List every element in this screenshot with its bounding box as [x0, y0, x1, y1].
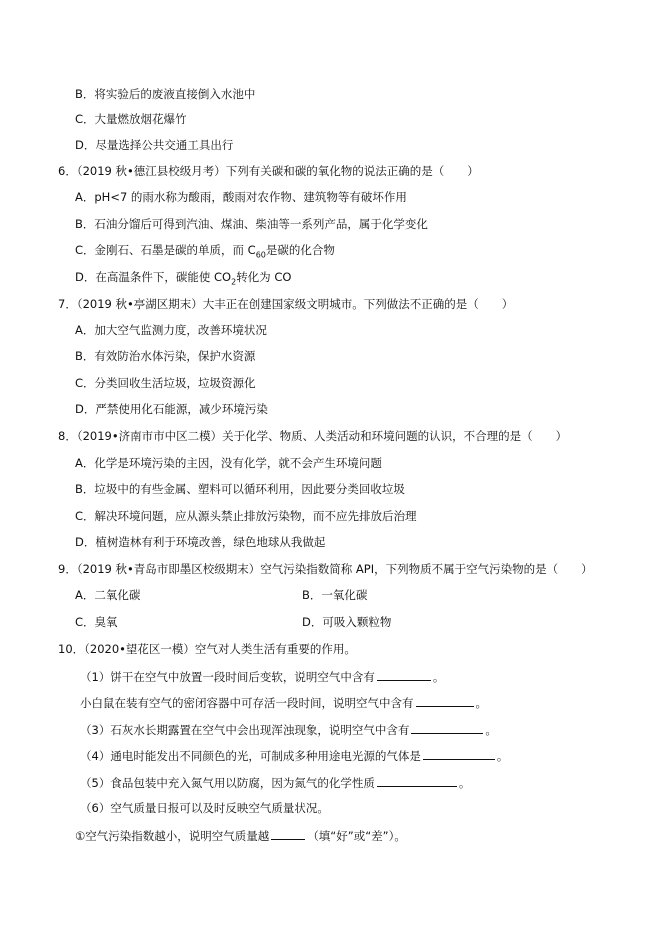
q10-part-3-text: （3）石灰水长期露置在空气中会出现浑浊现象，说明空气中含有: [80, 723, 410, 737]
q8-option-b: B．垃圾中的有些金属、塑料可以循环利用，因此要分类回收垃圾: [75, 482, 405, 496]
answer-blank-6[interactable]: [271, 827, 305, 840]
q6d-text-end: 转化为 CO: [236, 270, 292, 284]
q6-option-c: [75, 242, 335, 263]
q10-part-2-end: 。: [475, 696, 487, 710]
q8-option-c: C．解决环境问题，应从源头禁止排放污染物，而不应先排放后治理: [75, 509, 417, 523]
q10-part-6-item-1-text: ①空气污染指数越小，说明空气质量越: [75, 829, 270, 843]
q10-part-4-text: （4）通电时能发出不同颜色的光，可制成多种用途电光源的气体是: [80, 749, 421, 763]
q9-option-b: B．一氧化碳: [302, 588, 368, 602]
q9-option-c: C．臭氧: [75, 615, 118, 629]
q10-part-2: [80, 694, 487, 711]
option-c: C．大量燃放烟花爆竹: [75, 112, 187, 126]
q10-part-5-text: （5）食品包装中充入氮气用以防腐，因为氮气的化学性质: [80, 776, 375, 790]
q9-option-a: A．二氧化碳: [75, 588, 141, 602]
q8-option-a: A．化学是环境污染的主因，没有化学，就不会产生环境问题: [75, 456, 382, 470]
question-9: 9．（2019 秋•青岛市即墨区校级期末）空气污染指数简称 API，下列物质不属于空气污染物的是（ ）: [58, 562, 593, 576]
q6-option-a: A．pH<7 的雨水称为酸雨，酸雨对农作物、建筑物等有破坏作用: [75, 190, 407, 204]
q8-option-d: D．植树造林有利于环境改善，绿色地球从我做起: [75, 535, 326, 549]
q10-part-4: [80, 747, 508, 764]
q6c-text: C．金刚石、石墨是碳的单质，而 C: [75, 243, 256, 257]
q10-part-4-end: 。: [496, 749, 509, 763]
q6c-subscript: 60: [255, 250, 266, 260]
q10-part-1-text: （1）饼干在空气中放置一段时间后变软，说明空气中含有: [80, 670, 375, 684]
question-6: 6．（2019 秋•德江县校级月考）下列有关碳和碳的氧化物的说法正确的是（ ）: [58, 164, 479, 178]
answer-blank-3[interactable]: [411, 721, 483, 734]
answer-blank-1[interactable]: [377, 668, 431, 681]
q10-part-6: （6）空气质量日报可以及时反映空气质量状况。: [80, 801, 329, 815]
q10-part-1-end: 。: [432, 670, 445, 684]
question-8: 8．（2019•济南市市中区二模）关于化学、物质、人类活动和环境问题的认识，不合理的是（ ）: [58, 429, 568, 443]
question-7: 7．（2019 秋•亭湖区期末）大丰正在创建国家级文明城市。下列做法不正确的是（ ）: [58, 297, 514, 311]
option-d: D．尽量选择公共交通工具出行: [75, 138, 234, 152]
q10-part-1: [80, 668, 444, 685]
q10-part-2-text: 小白鼠在装有空气的密闭容器中可存活一段时间，说明空气中含有: [80, 696, 414, 710]
q6c-text-end: 是碳的化合物: [265, 243, 335, 257]
answer-blank-2[interactable]: [416, 694, 474, 707]
answer-blank-5[interactable]: [377, 774, 457, 787]
q10-part-5: [80, 774, 470, 791]
q7-option-d: D．严禁使用化石能源，减少环境污染: [75, 402, 268, 416]
answer-blank-4[interactable]: [423, 747, 495, 760]
q10-part-6-item-1: [75, 827, 406, 844]
q7-option-c: C．分类回收生活垃圾，垃圾资源化: [75, 376, 256, 390]
q9-option-d: D．可吸入颗粒物: [302, 615, 392, 629]
question-10: 10．（2020•望花区一模）空气对人类生活有重要的作用。: [58, 642, 356, 656]
q6d-subscript: 2: [231, 277, 237, 287]
q7-option-a: A．加大空气监测力度，改善环境状况: [75, 323, 267, 337]
q6d-text: D．在高温条件下，碳能使 CO: [75, 270, 232, 284]
q10-part-6-item-1-end: （填“好”或“差”）。: [307, 829, 406, 843]
q10-part-3: [80, 721, 497, 738]
q10-part-5-end: 。: [458, 776, 471, 790]
q10-part-3-end: 。: [485, 723, 497, 737]
q6-option-b: B．石油分馏后可得到汽油、煤油、柴油等一系列产品，属于化学变化: [75, 217, 428, 231]
option-b: B．将实验后的废液直接倒入水池中: [75, 87, 256, 101]
q6-option-d: [75, 269, 291, 290]
q7-option-b: B．有效防治水体污染，保护水资源: [75, 349, 256, 363]
